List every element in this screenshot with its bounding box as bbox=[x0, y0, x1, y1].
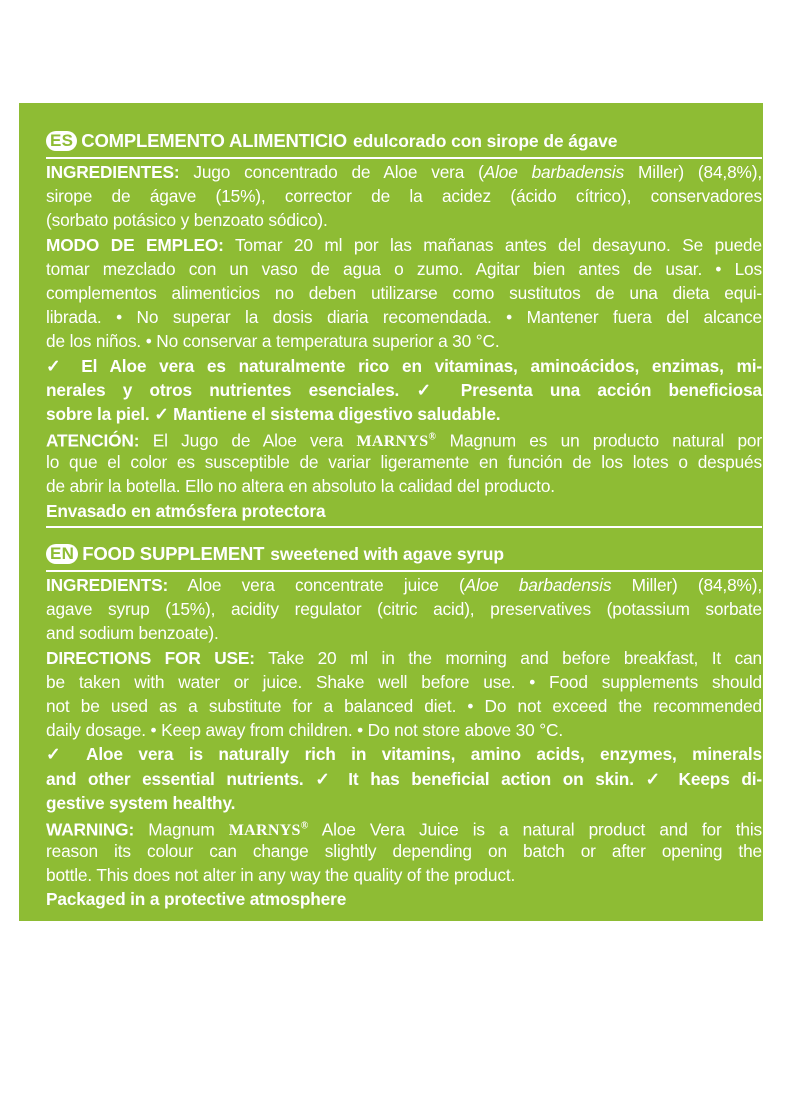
claim-line-3: gestive system healthy. bbox=[46, 792, 236, 813]
claim-line-3: sobre la piel. ✓ Mantiene el sistema digestivo saludable. bbox=[46, 403, 501, 424]
body-text-es bbox=[46, 160, 762, 523]
section-subtitle-en: sweetened with agave syrup bbox=[270, 543, 504, 564]
ingredients-line-3: (sorbato potásico y benzoato sódico). bbox=[46, 210, 328, 231]
usage-label: DIRECTIONS FOR USE: bbox=[46, 647, 255, 668]
claim-line-1: ✓ El Aloe vera es naturalmente rico en vitaminas, aminoácidos, enzimas, mi- bbox=[46, 355, 762, 376]
usage-line-3: not be used as a substitute for a balanced diet. • Do not exceed the recommended bbox=[46, 695, 762, 716]
usage-line-2: be taken with water or juice. Shake well before use. • Food supplements should bbox=[46, 671, 762, 692]
usage-line-1: MODO DE EMPLEO: Tomar 20 ml por las mañanas antes del desayuno. Se puede bbox=[46, 234, 762, 255]
ingredients-line-1: INGREDIENTS: Aloe vera concentrate juice (Aloe barbadensis Miller) (84,8%), bbox=[46, 575, 762, 595]
warning-label: ATENCIÓN: bbox=[46, 430, 140, 451]
section-en bbox=[19, 540, 763, 910]
usage-line-4: daily dosage. • Keep away from children. • Do not store above 30 °C. bbox=[46, 720, 563, 741]
ingredients-line-1: INGREDIENTES: Jugo concentrado de Aloe vera (Aloe barbadensis Miller) (84,8%), bbox=[46, 162, 763, 182]
section-title-es: COMPLEMENTO ALIMENTICIO bbox=[81, 130, 347, 151]
packaged-note: Packaged in a protective atmosphere bbox=[46, 889, 347, 910]
ingredients-line-2: sirope de ágave (15%), corrector de la acidez (ácido cítrico), conservadores bbox=[46, 186, 762, 207]
warning-line-3: de abrir la botella. Ello no altera en absoluto la calidad del producto. bbox=[46, 476, 555, 497]
brand-name: MARNYS® bbox=[356, 432, 437, 451]
section-subtitle-es: edulcorado con sirope de ágave bbox=[352, 130, 618, 151]
usage-line-3: complementos alimenticios no deben utilizarse como sustitutos de una dieta equi- bbox=[46, 282, 762, 303]
language-badge-en: EN bbox=[46, 544, 78, 564]
label-panel bbox=[19, 103, 763, 921]
language-badge-es: ES bbox=[46, 131, 77, 151]
ingredients-label: INGREDIENTES: bbox=[46, 162, 180, 182]
registered-mark: ® bbox=[428, 432, 437, 444]
warning-line-3: bottle. This does not alter in any way the quality of the product. bbox=[46, 865, 516, 886]
warning-line-1: ATENCIÓN: El Jugo de Aloe vera MARNYS® Magnum es un producto natural por bbox=[46, 430, 762, 451]
section-divider-es bbox=[46, 526, 762, 528]
header-divider-es bbox=[46, 157, 762, 159]
species-name: Aloe barbadensis bbox=[464, 575, 612, 595]
usage-label: MODO DE EMPLEO: bbox=[46, 234, 224, 255]
usage-line-1: DIRECTIONS FOR USE: Take 20 ml in the morning and before breakfast, It can bbox=[46, 647, 763, 668]
ingredients-line-2: agave syrup (15%), acidity regulator (citric acid), preservatives (potassium sorbate bbox=[46, 599, 762, 620]
registered-mark: ® bbox=[300, 820, 309, 832]
section-header-es bbox=[19, 127, 763, 155]
warning-line-2: lo que el color es susceptible de variar ligeramente en función de los lotes o después bbox=[46, 452, 762, 473]
usage-line-4: librada. • No superar la dosis diaria recomendada. • Mantener fuera del alcance bbox=[46, 307, 762, 328]
brand-name: MARNYS® bbox=[228, 820, 309, 840]
usage-line-2: tomar mezclado con un vaso de agua o zumo. Agitar bien antes de usar. • Los bbox=[46, 258, 762, 279]
warning-line-2: reason its colour can change slightly depending on batch or after opening the bbox=[46, 841, 762, 862]
warning-line-1: WARNING: Magnum MARNYS® Aloe Vera Juice is a natural product and for this bbox=[46, 819, 763, 840]
header-divider-en bbox=[46, 570, 762, 572]
section-title-en: FOOD SUPPLEMENT bbox=[82, 543, 265, 564]
section-es bbox=[19, 127, 763, 521]
body-text-en bbox=[46, 573, 762, 912]
section-header-en bbox=[19, 540, 763, 568]
species-name: Aloe barbadensis bbox=[483, 162, 625, 182]
claim-line-2: nerales y otros nutrientes esenciales. ✓ Presenta una acción beneficiosa bbox=[46, 379, 762, 400]
usage-line-5: de los niños. • No conservar a temperatura superior a 30 °C. bbox=[46, 331, 500, 352]
packaged-note: Envasado en atmósfera protectora bbox=[46, 500, 326, 521]
ingredients-label: INGREDIENTS: bbox=[46, 575, 169, 595]
claim-line-2: and other essential nutrients. ✓ It has beneficial action on skin. ✓ Keeps di- bbox=[46, 768, 762, 789]
ingredients-line-3: and sodium benzoate). bbox=[46, 623, 219, 644]
warning-label: WARNING: bbox=[46, 819, 135, 840]
claim-line-1: ✓ Aloe vera is naturally rich in vitamins, amino acids, enzymes, minerals bbox=[46, 744, 762, 765]
